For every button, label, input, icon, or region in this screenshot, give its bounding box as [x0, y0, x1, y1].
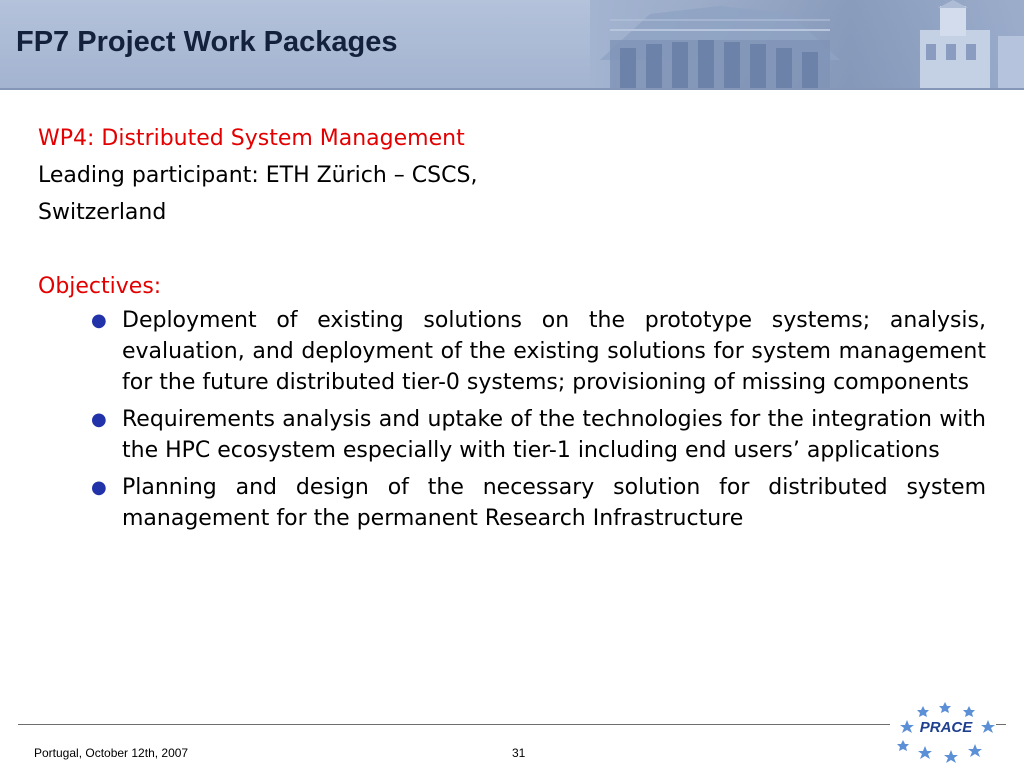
header-divider [0, 88, 1024, 90]
spacer [38, 231, 986, 268]
list-item [91, 404, 986, 466]
list-item-text: Deployment of existing solutions on the prototype systems; analysis, evaluation, and deployment of the existing solutions for system management for the future distributed tier-0 systems; provisioning of missing components [122, 308, 986, 395]
prace-logo [893, 700, 999, 764]
footer-divider [18, 724, 890, 725]
prace-logo-text: PRACE [919, 719, 973, 736]
page-number: 31 [512, 746, 526, 760]
work-package-heading: WP4: Distributed System Management [38, 126, 465, 151]
list-item [91, 472, 986, 534]
leading-participant-country: Switzerland [38, 200, 167, 225]
leading-participant-line: Leading participant: ETH Zürich – CSCS, [38, 163, 478, 188]
objectives-heading: Objectives: [38, 274, 162, 299]
header-banner-image [590, 0, 1024, 88]
building-photo-illustration [590, 0, 1024, 88]
list-item-text: Requirements analysis and uptake of the technologies for the integration with the HPC ecosystem especially with tier-1 including end users’ applications [122, 407, 986, 463]
objectives-list [38, 305, 986, 534]
slide-header [0, 0, 1024, 88]
bullet-icon: ● [91, 409, 107, 430]
bullet-icon: ● [91, 477, 107, 498]
slide-title: FP7 Project Work Packages [16, 26, 398, 58]
footer-location-date: Portugal, October 12th, 2007 [34, 746, 189, 760]
slide-body [38, 120, 986, 540]
list-item-text: Planning and design of the necessary solution for distributed system management for the permanent Research Infrastructure [122, 475, 986, 531]
bullet-icon: ● [91, 310, 107, 331]
list-item [91, 305, 986, 398]
